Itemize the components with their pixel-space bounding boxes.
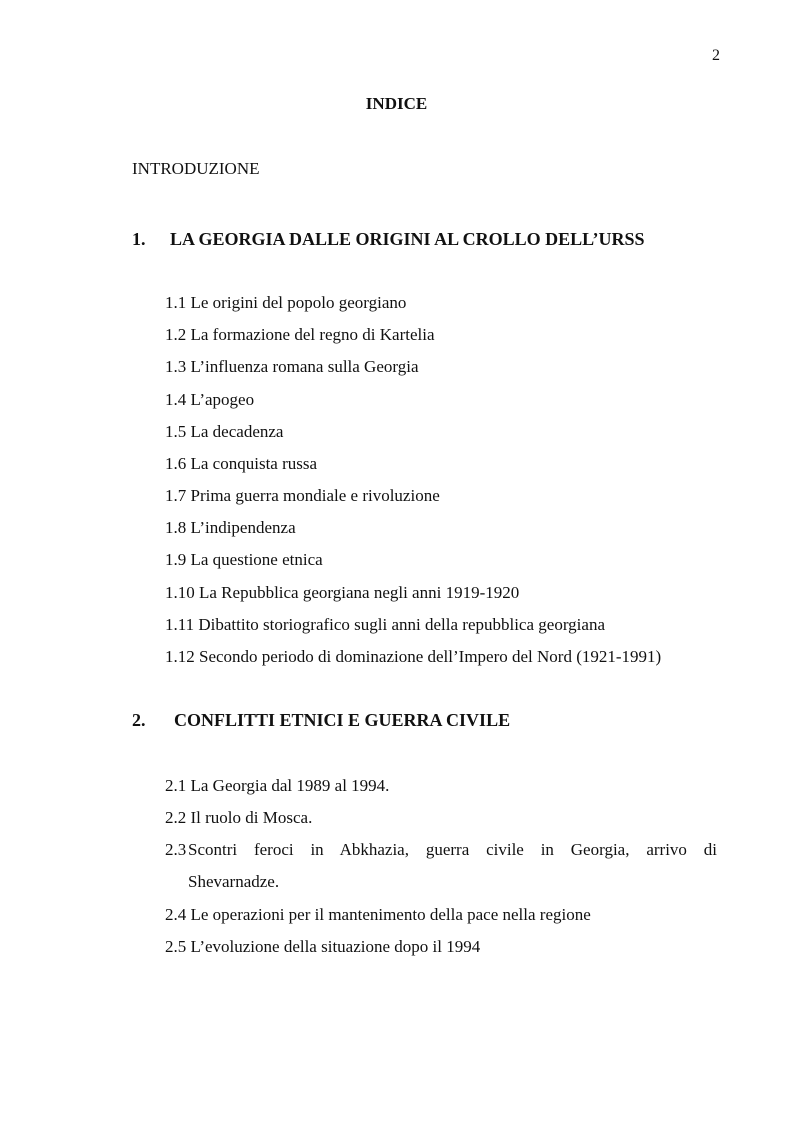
toc-introduction: INTRODUZIONE <box>132 159 260 178</box>
page-title: INDICE <box>365 94 428 113</box>
toc-item-2-4: 2.4 Le operazioni per il mantenimento della pace nella regione <box>165 905 591 924</box>
chapter-1-number: 1. <box>132 229 146 249</box>
toc-item-1-10: 1.10 La Repubblica georgiana negli anni 1919-1920 <box>165 583 520 602</box>
toc-item-2-1: 2.1 La Georgia dal 1989 al 1994. <box>165 776 390 795</box>
toc-item-1-7: 1.7 Prima guerra mondiale e rivoluzione <box>165 486 440 505</box>
toc-item-1-2: 1.2 La formazione del regno di Kartelia <box>165 325 435 344</box>
toc-item-1-4: 1.4 L’apogeo <box>165 390 255 409</box>
toc-item-2-5: 2.5 L’evoluzione della situazione dopo il 1994 <box>165 937 481 956</box>
toc-item-1-3: 1.3 L’influenza romana sulla Georgia <box>165 357 419 376</box>
toc-item-1-1: 1.1 Le origini del popolo georgiano <box>165 293 407 312</box>
page-number: 2 <box>712 47 720 64</box>
toc-item-1-6: 1.6 La conquista russa <box>165 454 318 473</box>
toc-item-1-12: 1.12 Secondo periodo di dominazione dell’Impero del Nord (1921-1991) <box>165 647 662 666</box>
chapter-2-number: 2. <box>132 710 146 730</box>
toc-item-2-3-line-1: Scontri feroci in Abkhazia, guerra civile in Georgia, arrivo di <box>188 840 717 859</box>
toc-item-2-3-number: 2.3 <box>165 840 187 859</box>
toc-item-2-2: 2.2 Il ruolo di Mosca. <box>165 808 313 827</box>
chapter-2-title: CONFLITTI ETNICI E GUERRA CIVILE <box>174 710 511 730</box>
chapter-1-title: LA GEORGIA DALLE ORIGINI AL CROLLO DELL’URSS <box>170 229 645 249</box>
toc-item-1-5: 1.5 La decadenza <box>165 422 284 441</box>
toc-item-1-11: 1.11 Dibattito storiografico sugli anni della repubblica georgiana <box>165 615 605 634</box>
toc-item-1-9: 1.9 La questione etnica <box>165 550 323 569</box>
toc-item-2-3-line-2: Shevarnadze. <box>188 872 280 891</box>
toc-item-1-8: 1.8 L’indipendenza <box>165 518 296 537</box>
